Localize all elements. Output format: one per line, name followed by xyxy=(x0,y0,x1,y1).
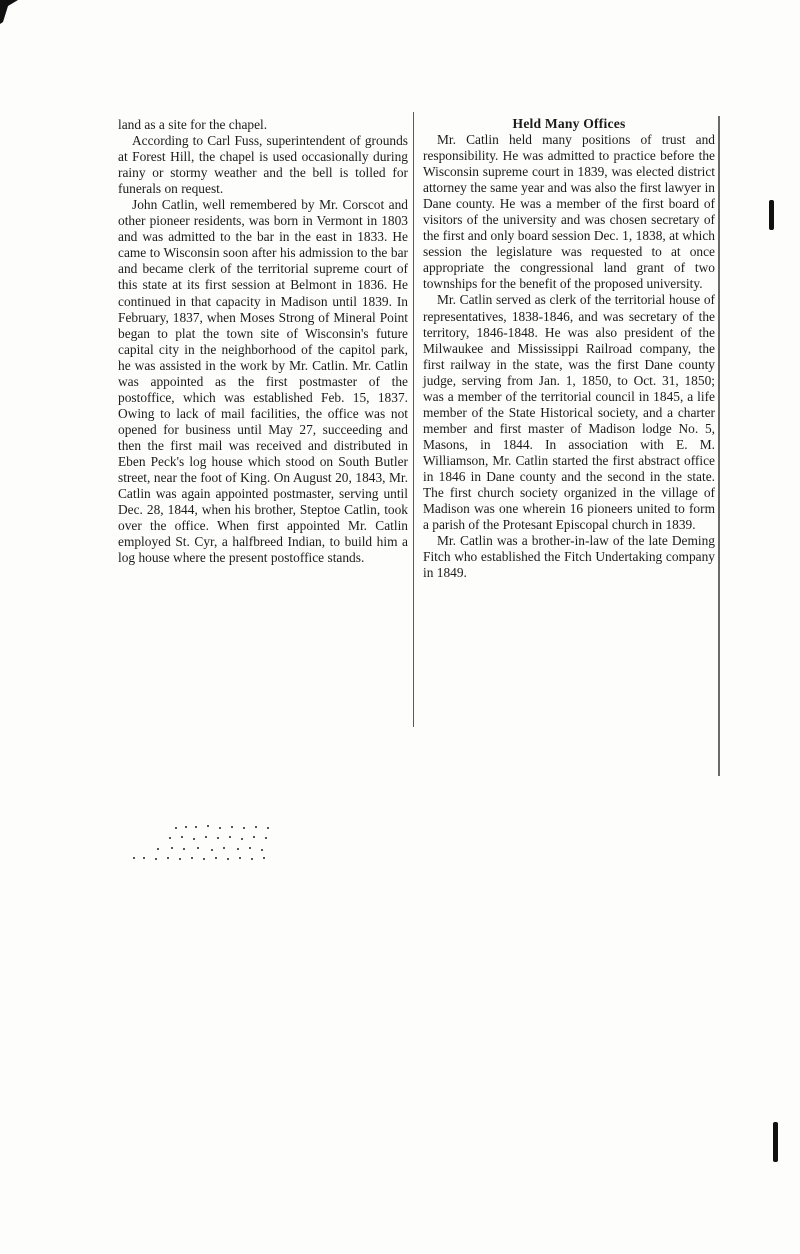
column-divider xyxy=(413,112,414,727)
paragraph: land as a site for the chapel. xyxy=(118,117,268,132)
dot-smudge-marks xyxy=(128,822,278,862)
margin-mark xyxy=(773,1122,778,1162)
right-edge-rule xyxy=(718,116,720,776)
right-article-column xyxy=(423,116,715,581)
left-article-column xyxy=(118,117,408,566)
paragraph: Mr. Catlin held many positions of trust and responsibility. He was admitted to practice before the Wisconsin supreme court in 1839, was elected district attorney the same year and was also the first lawyer in Dane county. He was a member of the first board of visitors of the university and was chosen secretary of the first and only board session Dec. 1, 1838, at which session the legislature was requested to at once appropriate the congressional land grant of two townships for the benefit of the proposed university. xyxy=(423,132,715,292)
paragraph: Mr. Catlin was a brother-in-law of the late Deming Fitch who established the Fitch Undertaking company in 1849. xyxy=(423,533,715,581)
paragraph: According to Carl Fuss, superintendent of grounds at Forest Hill, the chapel is used occasionally during rainy or stormy weather and the bell is tolled for funerals on request. xyxy=(118,133,408,197)
paragraph: John Catlin, well remembered by Mr. Corscot and other pioneer residents, was born in Vermont in 1803 and was admitted to the bar in the east in 1833. He came to Wisconsin soon after his admission to the bar and became clerk of the territorial supreme court of this state at its first session at Belmont in 1836. He continued in that capacity in Madison until 1839. In February, 1837, when Moses Strong of Mineral Point began to plat the town site of Wisconsin's future capital city in the neighborhood of the capitol park, he was assisted in the work by Mr. Catlin. Mr. Catlin was appointed as the first postmaster of the postoffice, which was established Feb. 15, 1837. Owing to lack of mail facilities, the office was not opened for business until May 27, succeeding and then the first mail was received and distributed in Eben Peck's log house which stood on South Butler street, near the foot of King. On August 20, 1843, Mr. Catlin was again appointed postmaster, serving until Dec. 28, 1844, when his brother, Steptoe Catlin, took over the office. When first appointed Mr. Catlin employed St. Cyr, a halfbreed Indian, to build him a log house where the present postoffice stands. xyxy=(118,197,408,566)
section-heading: Held Many Offices xyxy=(512,116,626,131)
paragraph: Mr. Catlin served as clerk of the territorial house of representatives, 1838-1846, and was secretary of the territory, 1846-1848. He was also president of the Milwaukee and Mississippi Railroad company, the first railway in the state, was the first Dane county judge, serving from Jan. 1, 1850, to Oct. 31, 1850; was a member of the territorial council in 1845, a life member of the State Historical society, and a charter member and first master of Madison lodge No. 5, Masons, in 1844. In association with E. M. Williamson, Mr. Catlin started the first abstract office in 1846 in Dane county and the second in the state. The first church society organized in the village of Madison was one wherein 16 pioneers united to form a parish of the Protesant Episcopal church in 1839. xyxy=(423,292,715,533)
corner-fold-mark xyxy=(0,0,20,24)
margin-mark xyxy=(769,200,774,230)
